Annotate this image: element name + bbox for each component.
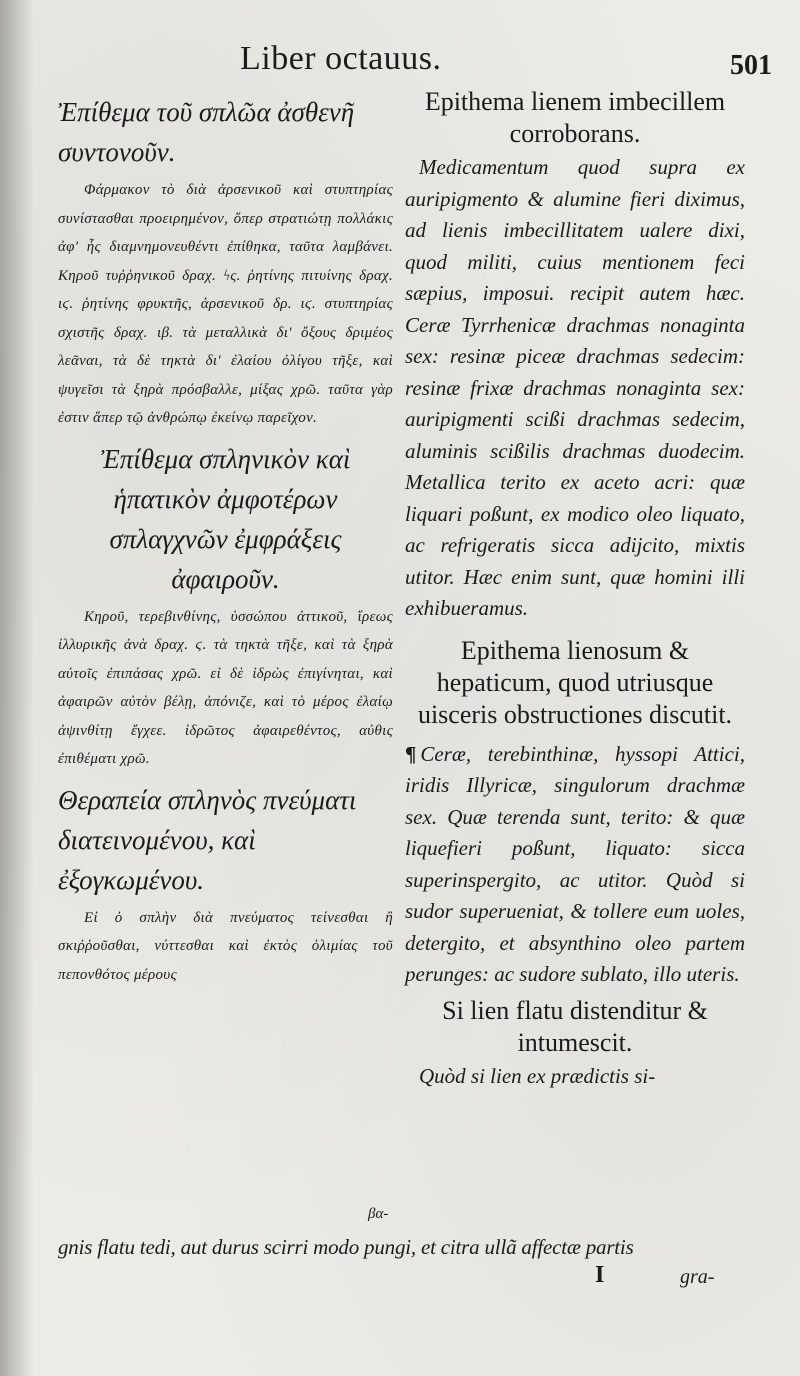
greek-heading: Ἐπίθεμα τοῦ σπλῶα ἀσθενῆ συντονοῦν. [58,97,355,167]
latin-paragraph [405,739,745,991]
latin-section [405,995,745,1093]
signature-mark: I [595,1262,605,1288]
greek-paragraph: Εἰ ὁ σπλὴν διὰ πνεύματος τείνεσθαι ἢ σκιῤῥοῦσθαι, νύττεσθαι καὶ ἐκτὸς ὁλιμίας τοῦ πεπονθότος μέρους [58,909,393,983]
pilcrow-mark: ¶ [405,741,417,766]
latin-heading: Si lien flatu distenditur & intumescit. [442,995,708,1057]
greek-catchword: βα- [368,1206,389,1222]
greek-section [58,439,393,774]
running-head: Liber octauus. [240,40,442,77]
latin-paragraph: Medicamentum quod supra ex auripigmento & alumine fieri diximus, ad lienis imbecillitatem ualere dixi, quod militi, cuius mentionem feci sæpius, imposui. recipit autem hæc. Ceræ Tyrrhenicæ drachmas nonaginta sex: resinæ piceæ drachmas sedecim: resinæ frixæ drachmas nonaginta sex: auripigmenti scißi drachmas sedecim, aluminis scißilis drachmas duodecim. Metallica terito ex aceto acri: quæ liquari poßunt, ex modico oleo liquato, ac refrigeratis sicca adijcito, mixtis utitor. Hæc enim sunt, quæ homini illi exhibueramus. [405,155,745,620]
greek-paragraph: Κηροῦ, τερεβινθίνης, ὑσσώπου ἀττικοῦ, ἴρεως ἰλλυρικῆς ἀνὰ δραχ. ϛ. τὰ τηκτὰ τῆξε, καὶ τὰ ξηρὰ αὐτοῖς ἐπιπάσας χρῶ. εἰ δὲ ἱδρὼς ἐπιγίνηται, καὶ ἀφαιρῶν αὐτὸν βέλῃ, ἀπόνιζε, καὶ τὸ μέρος ἐλαίῳ ἀψινθίτῃ ἔγχεε. ἱδρῶτος ἀφαιρεθέντος, αὐθις ἐπιθέματι χρῶ. [58,608,393,767]
catchword: gra- [680,1266,715,1288]
latin-continuation-line: gnis flatu tedi, aut durus scirri modo pungi, et citra ullã affectæ partis [58,1235,634,1259]
latin-paragraph-text: Ceræ, terebinthinæ, hyssopi Attici, iridis Illyricæ, singulorum drachmæ sex. Quæ terenda sunt, terito: & quæ liquefieri poßunt, liquato: sicca superinspergito, ac utitor. Quòd si sudor superueniat, & tollere eum uoles, detergito, et absynthino oleo partem perunges: ac sudore sublato, illo uteris. [405,741,745,986]
latin-paragraph: Quòd si lien ex prædictis si- [419,1063,656,1088]
latin-section [405,635,745,991]
latin-column [405,86,745,1092]
greek-section [58,92,393,433]
latin-heading: Epithema lienem imbecillem corroborans. [424,87,726,148]
latin-section [405,86,745,625]
greek-section [58,780,393,990]
greek-paragraph: Φάρμακον τὸ διὰ ἀρσενικοῦ καὶ στυπτηρίας συνίστασθαι προειρημένον, ὅπερ στρατιώτῃ πολλάκις ἀφ' ἧς διαμνημονευθέντι ἐπίθηκα, ταῦτα λαμβάνει. Κηροῦ τυῤῥηνικοῦ δραχ. ϟς. ῥητίνης πιτυίνης δραχ. ιϛ. ῥητίνης φρυκτῆς, ἀρσενικοῦ δρ. ιϛ. στυπτηρίας σχιστῆς δραχ. ιβ. τὰ μεταλλικὰ δι' ὄξους δριμέος λεᾶναι, τὰ δὲ τηκτὰ δι' ἐλαίου ὀλίγου τῆξε, καὶ ψυγεῖσι τὰ ξηρὰ πρόσβαλλε, μίξας χρῶ. ταῦτα γὰρ ἐστιν ἅπερ τῷ ἀνθρώπῳ ἐκείνῳ παρεῖχον. [58,182,393,426]
gutter-shadow [0,0,34,1376]
page-number: 501 [730,50,772,81]
greek-heading: Θεραπεία σπληνὸς πνεύματι διατεινομένου, καὶ ἐξογκωμένου. [58,784,357,895]
greek-column [58,92,393,989]
latin-heading: Epithema lienosum & hepaticum, quod utriusque uisceris obstructiones discutit. [417,635,733,729]
greek-heading: Ἐπίθεμα σπληνικὸν καὶ ἡπατικὸν ἀμφοτέρων σπλαγχνῶν ἐμφράξεις ἀφαιροῦν. [100,443,351,594]
